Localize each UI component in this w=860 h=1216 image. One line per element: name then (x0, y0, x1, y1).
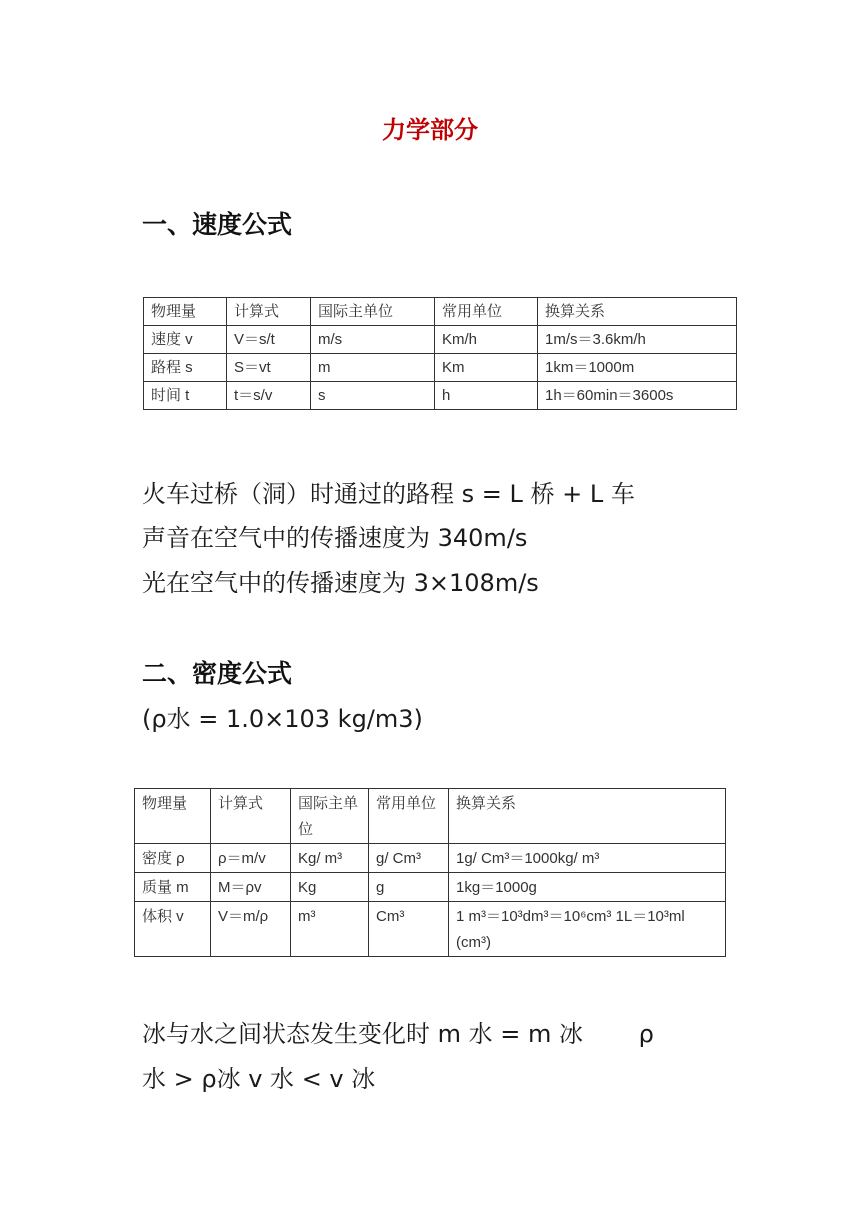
table-cell: V＝s/t (227, 326, 311, 354)
table-row (144, 382, 737, 410)
table-header-cell: 物理量 (144, 298, 227, 326)
table-header-cell: 国际主单位 (291, 789, 369, 844)
note-bridge-distance: 火车过桥（洞）时通过的路程 s = L 桥 + L 车 (142, 480, 635, 508)
table-row (144, 354, 737, 382)
table-header-row (144, 298, 737, 326)
table-cell: Kg/ m³ (291, 844, 369, 873)
table-cell: M＝ρv (211, 873, 291, 902)
table-header-cell: 换算关系 (449, 789, 726, 844)
table-header-row (135, 789, 726, 844)
table-cell: h (435, 382, 538, 410)
section-heading-speed: 一、速度公式 (142, 210, 293, 239)
table-cell: 1g/ Cm³＝1000kg/ m³ (449, 844, 726, 873)
note-ice-water-line2: 水 > ρ冰 v 水 < v 冰 (142, 1065, 376, 1093)
table-cell: 时间 t (144, 382, 227, 410)
table-cell: 1h＝60min＝3600s (538, 382, 737, 410)
table-cell: Km/h (435, 326, 538, 354)
table-cell: 速度 v (144, 326, 227, 354)
table-cell: 体积 v (135, 902, 211, 957)
table-header-cell: 常用单位 (435, 298, 538, 326)
table-cell: t＝s/v (227, 382, 311, 410)
table-cell: g/ Cm³ (369, 844, 449, 873)
table-cell: 1kg＝1000g (449, 873, 726, 902)
page-title: 力学部分 (382, 116, 478, 144)
table-cell: m (311, 354, 435, 382)
table-cell: 1km＝1000m (538, 354, 737, 382)
water-density-note: (ρ水 = 1.0×103 kg/m3) (142, 705, 423, 733)
section-heading-density: 二、密度公式 (142, 659, 293, 688)
table-cell: g (369, 873, 449, 902)
table-row (144, 326, 737, 354)
speed-table (143, 297, 737, 410)
table-cell: Kg (291, 873, 369, 902)
table-cell: 路程 s (144, 354, 227, 382)
table-cell: S＝vt (227, 354, 311, 382)
table-cell: V＝m/ρ (211, 902, 291, 957)
table-cell: 1 m³＝10³dm³＝10⁶cm³ 1L＝10³ml (cm³) (449, 902, 726, 957)
table-header-cell: 计算式 (211, 789, 291, 844)
table-cell: Km (435, 354, 538, 382)
table-cell: m³ (291, 902, 369, 957)
table-cell: m/s (311, 326, 435, 354)
table-header-cell: 常用单位 (369, 789, 449, 844)
table-cell: s (311, 382, 435, 410)
table-cell: 1m/s＝3.6km/h (538, 326, 737, 354)
density-table (134, 788, 726, 957)
note-light-speed: 光在空气中的传播速度为 3×108m/s (142, 569, 539, 597)
table-cell: 密度 ρ (135, 844, 211, 873)
table-cell: 质量 m (135, 873, 211, 902)
table-row (135, 873, 726, 902)
note-sound-speed: 声音在空气中的传播速度为 340m/s (142, 524, 528, 552)
table-row (135, 844, 726, 873)
table-cell: Cm³ (369, 902, 449, 957)
table-row (135, 902, 726, 957)
table-header-cell: 物理量 (135, 789, 211, 844)
table-cell: ρ＝m/v (211, 844, 291, 873)
table-header-cell: 国际主单位 (311, 298, 435, 326)
table-header-cell: 换算关系 (538, 298, 737, 326)
table-header-cell: 计算式 (227, 298, 311, 326)
note-ice-water-line1: 冰与水之间状态发生变化时 m 水 = m 冰 ρ (142, 1020, 654, 1048)
